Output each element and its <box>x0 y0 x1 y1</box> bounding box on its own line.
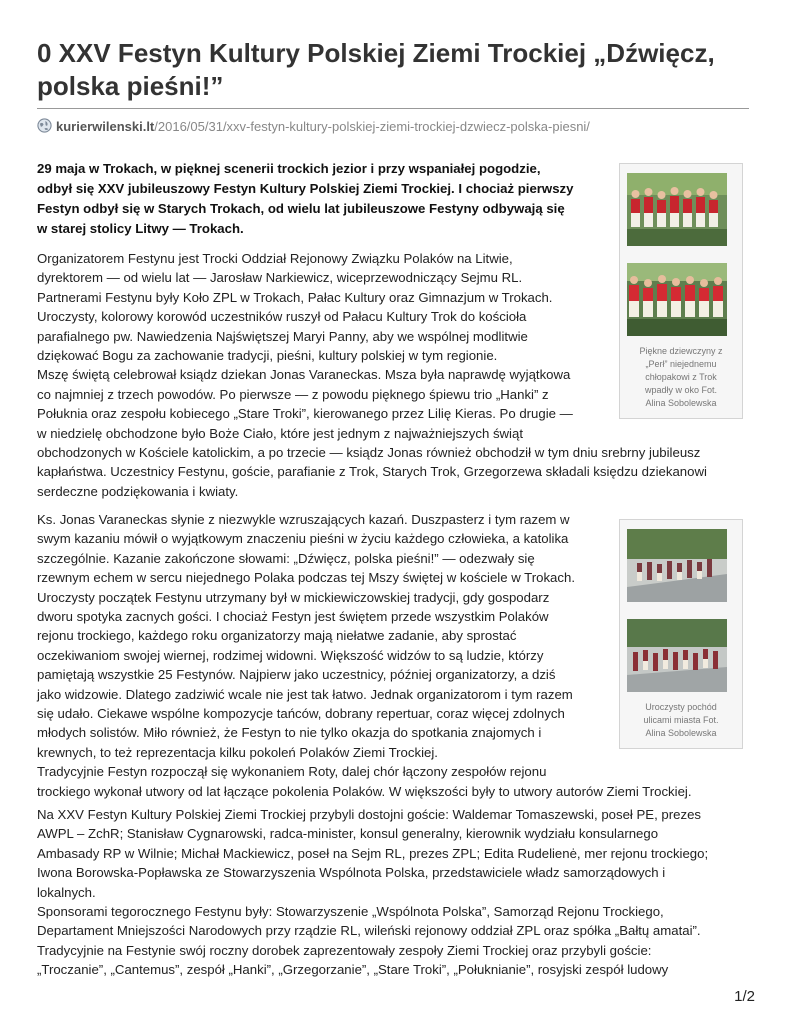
text-line: „Troczanie”, „Cantemus”, zespół „Hanki”, „Grzegorzanie”, „Stare Troki”, „Połuknianie”, rosyjski zespół ludowy <box>37 962 669 978</box>
caption-line: Piękne dziewczyny z <box>639 346 723 356</box>
text-line: Tradycyjnie Festyn rozpoczął się wykonaniem Roty, dalej chór łączony zespołów rejonu <box>37 764 547 780</box>
text-line: kapłaństwa. Uczestnicy Festynu, goście, parafianie z Trok, Starych Trok, Grzegorzewa składali księdzu dziekanowi <box>37 464 707 480</box>
photo-dancers-1[interactable] <box>627 173 727 246</box>
text-line: Połuknia oraz zespołu kobiecego „Stare Troki”, kierowanego przez Lilię Kieras. Po drugie — <box>37 406 573 422</box>
text-line: obchodzonych w Kościele katolickim, a po trzecie — ksiądz Jonas również obchodził w tym dniu srebrny jubileusz <box>37 445 701 461</box>
text-line: się udało. Ciekawe wspólne kompozycje tańców, dobrany repertuar, coraz więcej zdolnych <box>37 706 565 722</box>
text-line: parafialnego pw. Nawiedzenia Najświętszej Maryi Panny, aby we wspólnej modlitwie <box>37 328 528 344</box>
text-line: dyrektorem — od wielu lat — Jarosław Narkiewicz, wiceprzewodniczący Sejmu RL. <box>37 270 523 286</box>
photo-caption <box>627 701 735 740</box>
text-line: dziękować Bogu za zachowanie tradycji, pieśni, kultury polskiej w tym regionie. <box>37 348 498 364</box>
page-number: 1/2 <box>734 988 755 1005</box>
caption-line: Alina Sobolewska <box>645 398 717 408</box>
caption-line: chłopakowi z Trok <box>645 372 717 382</box>
text-line: Sponsorami tegorocznego Festynu były: Stowarzyszenie „Wspólnota Polska”, Samorząd Rejonu Trockiego, <box>37 904 664 920</box>
text-line: serdeczne podziękowania i kwiaty. <box>37 483 239 499</box>
source-path-link[interactable]: /2016/05/31/xxv-festyn-kultury-polskiej-ziemi-trockiej-dzwiecz-polska-piesni/ <box>154 119 590 134</box>
text-line: jako widzowie. Dlatego zadziwić wcale nie jest tak łatwo. Jednak organizatorom i tym razem <box>37 686 573 702</box>
text-line: Na XXV Festyn Kultury Polskiej Ziemi Trockiej przybyli dostojni goście: Waldemar Tomaszewski, poseł PE, prezes <box>37 807 702 822</box>
caption-line: wpadły w oko Fot. <box>644 385 718 395</box>
paragraph-1 <box>37 249 707 501</box>
lead-line: w starej stolicy Litwy — Trokach. <box>37 221 244 236</box>
text-line: Tradycyjnie na Festynie swój roczny dorobek zaprezentowały zespoły Ziemi Trockiej oraz przybyli goście: <box>37 942 652 958</box>
caption-line: Alina Sobolewska <box>645 728 717 738</box>
photo-dancers-2[interactable] <box>627 263 727 336</box>
lead-line: 29 maja w Trokach, w pięknej scenerii trockich jezior i przy wspaniałej pogodzie, <box>37 161 541 176</box>
text-line: Partnerami Festynu były Koło ZPL w Trokach, Pałac Kultury oraz Gimnazjum w Trokach. <box>37 289 553 305</box>
globe-icon <box>37 118 52 133</box>
photo-figure-parade <box>619 519 743 749</box>
text-line: szczególnie. Kazanie zakończone słowami: „Dźwięcz, polska pieśni!” — odezwały się <box>37 550 535 566</box>
source-line <box>37 118 590 134</box>
title-divider <box>37 108 749 109</box>
text-line: w niedzielę obchodzone było Boże Ciało, które jest jednym z najważniejszych świąt <box>37 425 523 441</box>
text-line: Mszę świętą celebrował ksiądz dziekan Jonas Varaneckas. Msza była naprawdę wyjątkowa <box>37 367 571 383</box>
text-line: rejonu trockiego, każdego roku organizatorzy mają niełatwe zadanie, aby sprostać <box>37 628 517 644</box>
text-line: trockiego wykonał utwory od lat łączące pokolenia Polaków. W większości były to utwory autorów Ziemi Trockiej. <box>37 783 692 799</box>
text-line: Uroczysty, kolorowy korowód uczestników ruszył od Pałacu Kultury Trok do kościoła <box>37 309 527 325</box>
text-line: młodych solistów. Miło również, że Festyn to nie tylko okazja do spotkania znajomych i <box>37 725 542 741</box>
text-line: lokalnych. <box>37 884 96 900</box>
text-line: swym kazaniu mówił o wyjątkowym znaczeniu pieśni w życiu każdego człowieka, a katolika <box>37 531 569 547</box>
paragraph-2 <box>37 510 692 801</box>
text-line: rzewnym echem w sercu niejednego Polaka podczas tej Mszy świętej w kościele w Trokach. <box>37 570 575 586</box>
text-line: Iwona Borowska-Popławska ze Stowarzyszenia Wspólnota Polska, przedstawiciele władz samorządowych i <box>37 865 666 881</box>
photo-parade-2[interactable] <box>627 619 727 692</box>
article-lead <box>37 159 607 239</box>
caption-line: Uroczysty pochód <box>645 702 717 712</box>
text-line: Organizatorem Festynu jest Trocki Oddział Rejonowy Związku Polaków na Litwie, <box>37 251 513 266</box>
text-line: dworu spotyka zacnych gości. I chociaż Festyn jest świętem przede wszystkim Polaków <box>37 609 549 625</box>
lead-line: odbył się XXV jubileuszowy Festyn Kultury Polskiej Ziemi Trockiej. I chociaż pierwszy <box>37 181 574 196</box>
text-line: krewnych, to też reprezentacja kilku pokoleń Polaków Ziemi Trockiej. <box>37 744 438 760</box>
lead-line: Festyn odbył się w Starych Trokach, od wielu lat jubileuszowe Festyny odbywają się <box>37 201 565 216</box>
text-line: co najmniej z trzech powodów. Po pierwsze — z powodu pięknego śpiewu trio „Hanki” z <box>37 386 549 402</box>
text-line: AWPL – ZchR; Stanisław Cygnarowski, radca-minister, konsul generalny, kierownik wydziału konsularnego <box>37 826 659 842</box>
text-line: Uroczysty początek Festynu utrzymany był w mickiewiczowskiej tradycji, gdy gospodarz <box>37 589 550 605</box>
text-line: Ks. Jonas Varaneckas słynie z niezwykle wzruszających kazań. Duszpasterz i tym razem w <box>37 512 570 527</box>
article-title: 0 XXV Festyn Kultury Polskiej Ziemi Trockiej „Dźwięcz, polska pieśni!” <box>37 38 715 101</box>
text-line: Ambasady RP w Wilnie; Michał Mackiewicz, poseł na Sejm RL, prezes ZPL; Edita Rudelienė, mer rejonu trockiego; <box>37 845 709 861</box>
text-line: pamiętają wszystkie 25 Festynów. Najpierw jako uczestnicy, później organizatorzy, a dziś <box>37 667 556 683</box>
text-line: Departament Mniejszości Narodowych przy rządzie RL, wileński rejonowy oddział ZPL oraz spółka „Bałtų amatai”. <box>37 923 701 939</box>
photo-caption <box>627 345 735 410</box>
caption-line: „Perł” niejednemu <box>645 359 717 369</box>
paragraph-3 <box>37 805 708 980</box>
text-line: oczekiwaniom swojej wiernej, rodzimej widowni. Większość widzów to są ludzie, którzy <box>37 647 544 663</box>
caption-line: ulicami miasta Fot. <box>643 715 719 725</box>
photo-parade-1[interactable] <box>627 529 727 602</box>
photo-figure-dancers <box>619 163 743 419</box>
source-site-link[interactable]: kurierwilenski.lt <box>56 119 155 134</box>
